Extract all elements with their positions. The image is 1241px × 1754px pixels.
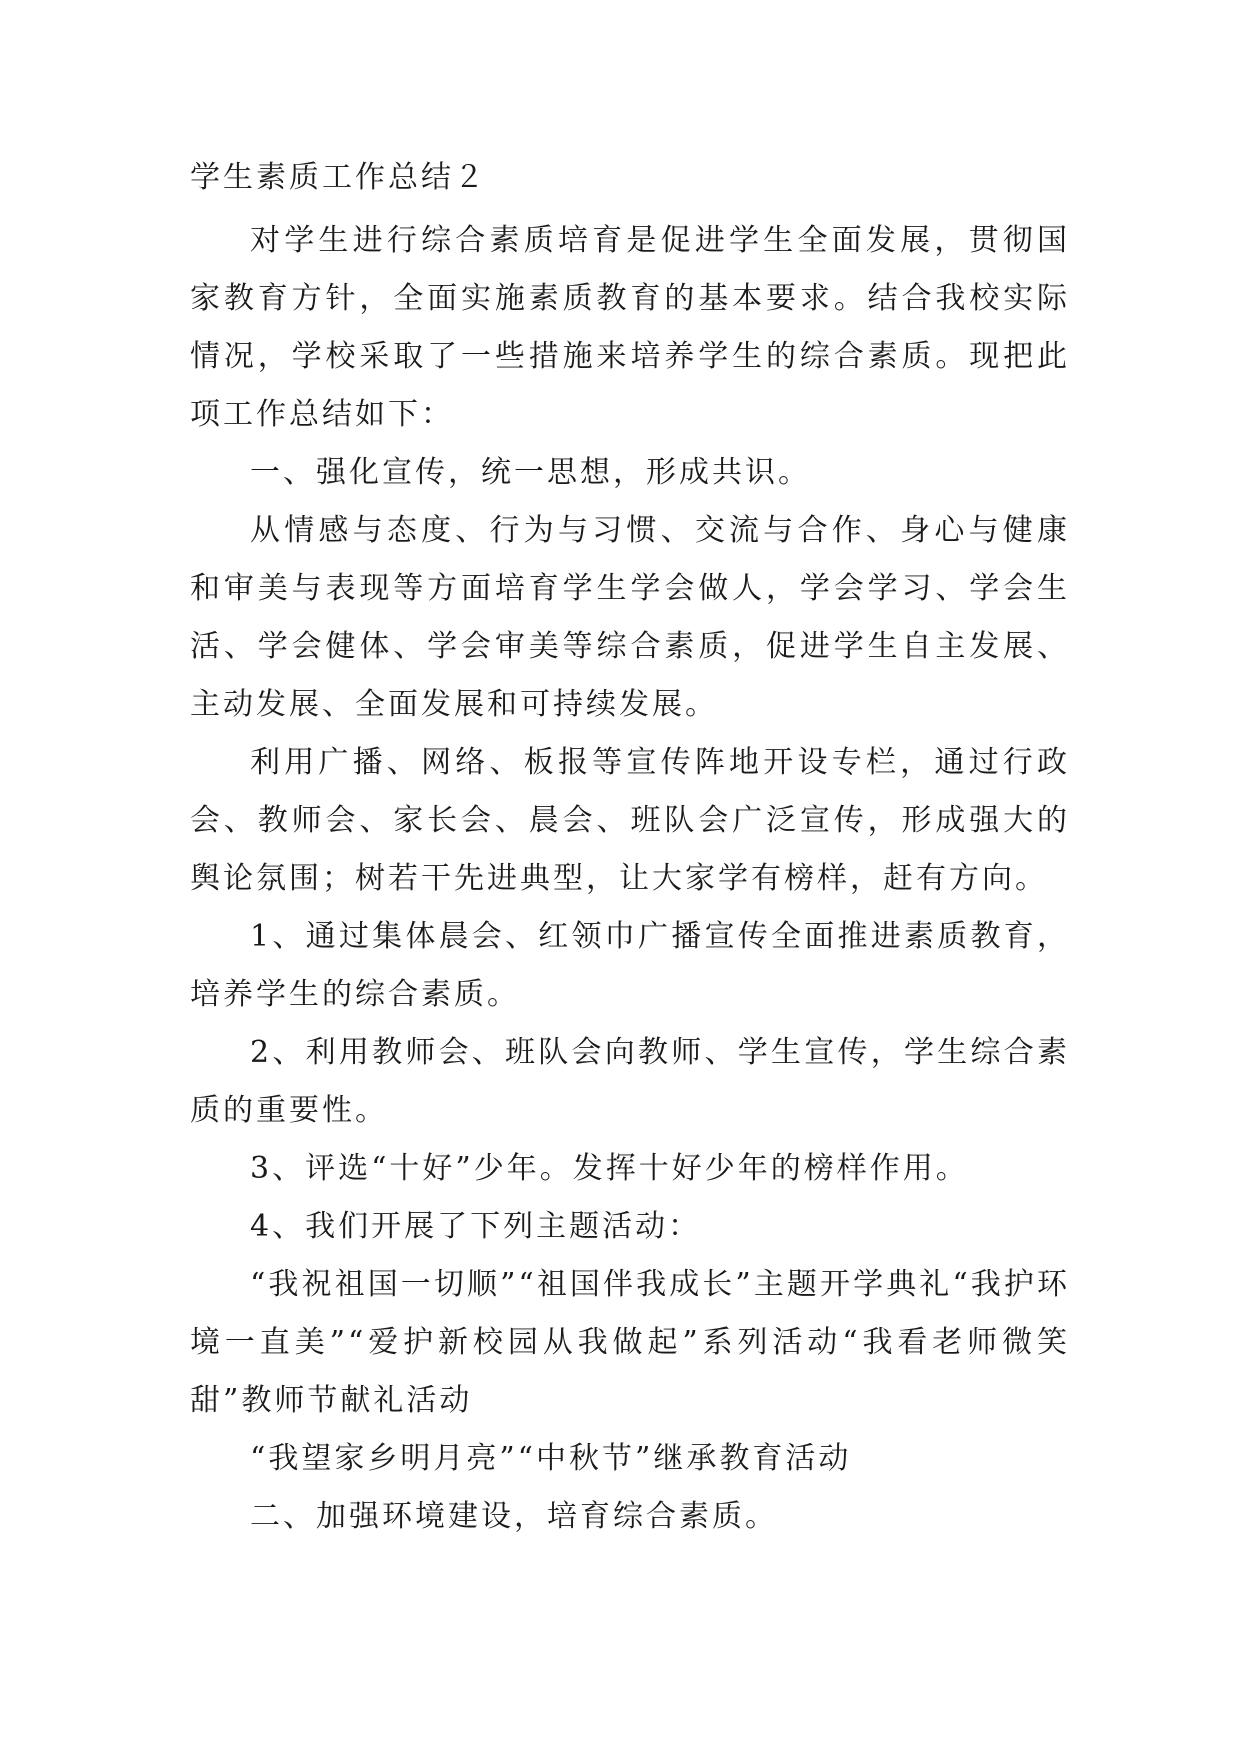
section-heading-2: 二、加强环境建设，培育综合素质。 xyxy=(250,1499,778,1534)
list-item: 4、我们开展了下列主题活动： xyxy=(250,1209,702,1244)
list-item: 1、通过集体晨会、红领巾广播宣传全面推进素质教育，培养学生的综合素质。 xyxy=(190,919,1070,1012)
paragraph: “我祝祖国一切顺”“祖国伴我成长”主题开学典礼“我护环境一直美”“爱护新校园从我做起”系列活动“我看老师微笑甜”教师节献礼活动 xyxy=(190,1267,1070,1418)
document-title: 学生素质工作总结２ xyxy=(190,160,487,195)
paragraph: 从情感与态度、行为与习惯、交流与合作、身心与健康和审美与表现等方面培育学生学会做人，学会学习、学会生活、学会健体、学会审美等综合素质，促进学生自主发展、主动发展、全面发展和可持续发展。 xyxy=(190,513,1070,722)
document-body xyxy=(190,158,1070,1546)
list-item: 2、利用教师会、班队会向教师、学生宣传，学生综合素质的重要性。 xyxy=(190,1035,1070,1128)
paragraph-intro: 对学生进行综合素质培育是促进学生全面发展，贯彻国家教育方针，全面实施素质教育的基本要求。结合我校实际情况，学校采取了一些措施来培养学生的综合素质。现把此项工作总结如下： xyxy=(190,223,1070,432)
section-heading-1: 一、强化宣传，统一思想，形成共识。 xyxy=(250,455,811,490)
list-item: 3、评选“十好”少年。发挥十好少年的榜样作用。 xyxy=(250,1151,969,1186)
paragraph: 利用广播、网络、板报等宣传阵地开设专栏，通过行政会、教师会、家长会、晨会、班队会广泛宣传，形成强大的舆论氛围；树若干先进典型，让大家学有榜样，赶有方向。 xyxy=(190,745,1070,896)
paragraph: “我望家乡明月亮”“中秋节”继承教育活动 xyxy=(250,1441,852,1476)
